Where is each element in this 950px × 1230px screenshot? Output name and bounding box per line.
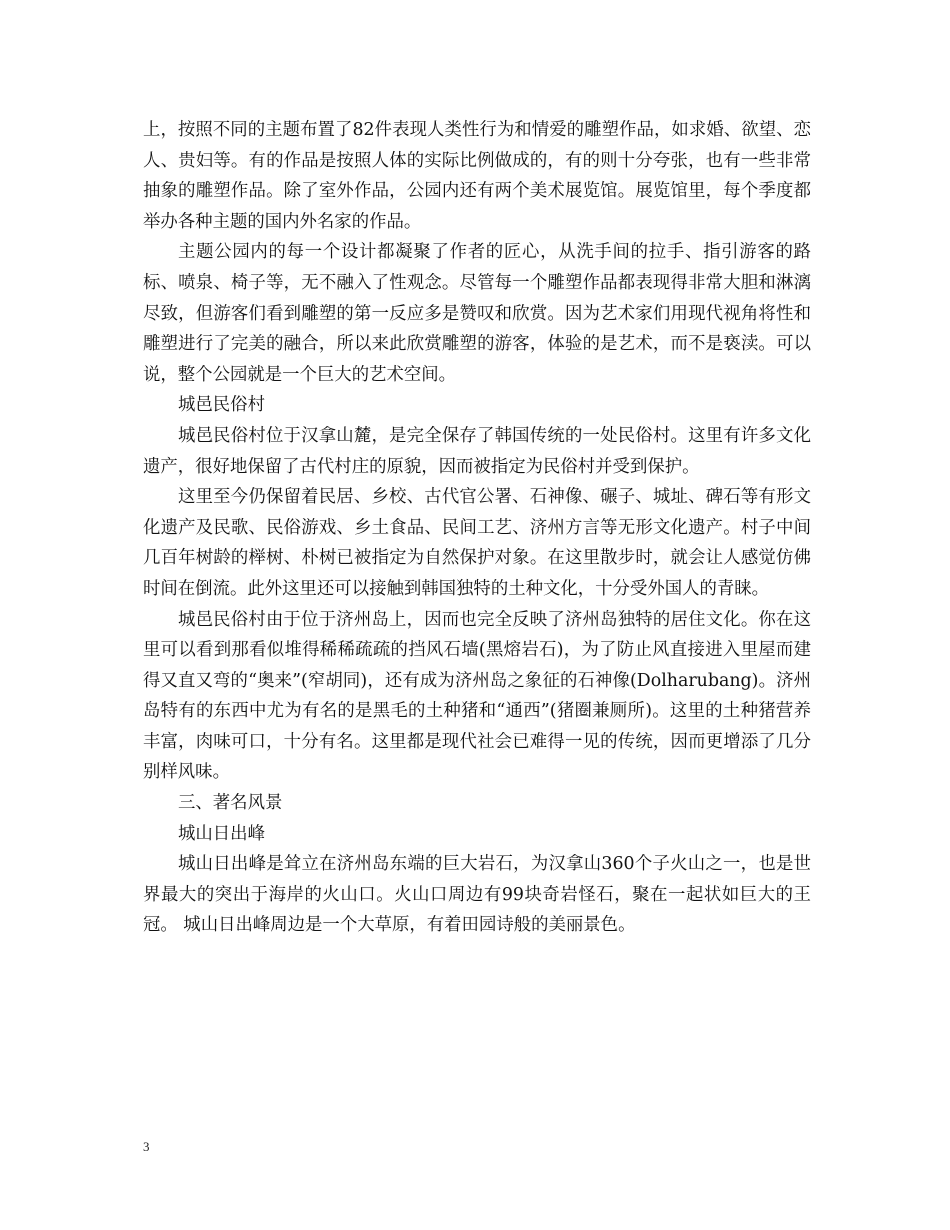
heading-seongsan-ilchulbong: 城山日出峰 [178, 823, 265, 844]
paragraph-seongsan-description: 城山日出峰是耸立在济州岛东端的巨大岩石，为汉拿山360个子火山之一，也是世界最大的突出于海岸的火山口。火山口周边有99块奇岩怪石，聚在一起状如巨大的王冠。 城山日出峰周边是一个大草原，有着田园诗般的美丽景色。 [143, 854, 811, 936]
page-number: 3 [143, 1139, 150, 1154]
paragraph-jeju-residential-culture: 城邑民俗村由于位于济州岛上，因而也完全反映了济州岛独特的居住文化。你在这里可以看到那看似堆得稀稀疏疏的挡风石墙(黑熔岩石)，为了防止风直接进入里屋而建得又直又弯的“奥来”(窄胡同)，还有成为济州岛之象征的石神像(Dolharubang)。济州岛特有的东西中尤为有名的是黑毛的土种猪和“通西”(猪圈兼厕所)。这里的土种猪营养丰富，肉味可口，十分有名。这里都是现代社会已难得一见的传统，因而更增添了几分别样风味。 [143, 609, 811, 783]
heading-seongeup-folk-village: 城邑民俗村 [178, 395, 265, 416]
paragraph-cultural-heritage: 这里至今仍保留着民居、乡校、古代官公署、石神像、碾子、城址、碑石等有形文化遗产及民歌、民俗游戏、乡土食品、民间工艺、济州方言等无形文化遗产。村子中间几百年树龄的榉树、朴树已被指定为自然保护对象。在这里散步时，就会让人感觉仿佛时间在倒流。此外这里还可以接触到韩国独特的土种文化，十分受外国人的青睐。 [143, 487, 811, 599]
body-text [143, 115, 811, 941]
heading-famous-scenery: 三、著名风景 [178, 793, 283, 814]
paragraph-sculpture-park-continued: 上，按照不同的主题布置了82件表现人类性行为和情爱的雕塑作品，如求婚、欲望、恋人、贵妇等。有的作品是按照人体的实际比例做成的，有的则十分夸张，也有一些非常抽象的雕塑作品。除了室外作品，公园内还有两个美术展览馆。展览馆里，每个季度都举办各种主题的国内外名家的作品。 [143, 120, 811, 232]
paragraph-folk-village-intro: 城邑民俗村位于汉拿山麓，是完全保存了韩国传统的一处民俗村。这里有许多文化遗产，很好地保留了古代村庄的原貌，因而被指定为民俗村并受到保护。 [143, 425, 811, 477]
paragraph-theme-park-design: 主题公园内的每一个设计都凝聚了作者的匠心，从洗手间的拉手、指引游客的路标、喷泉、椅子等，无不融入了性观念。尽管每一个雕塑作品都表现得非常大胆和淋漓尽致，但游客们看到雕塑的第一反应多是赞叹和欣赏。因为艺术家们用现代视角将性和雕塑进行了完美的融合，所以来此欣赏雕塑的游客，体验的是艺术，而不是亵渎。可以说，整个公园就是一个巨大的艺术空间。 [143, 242, 811, 385]
